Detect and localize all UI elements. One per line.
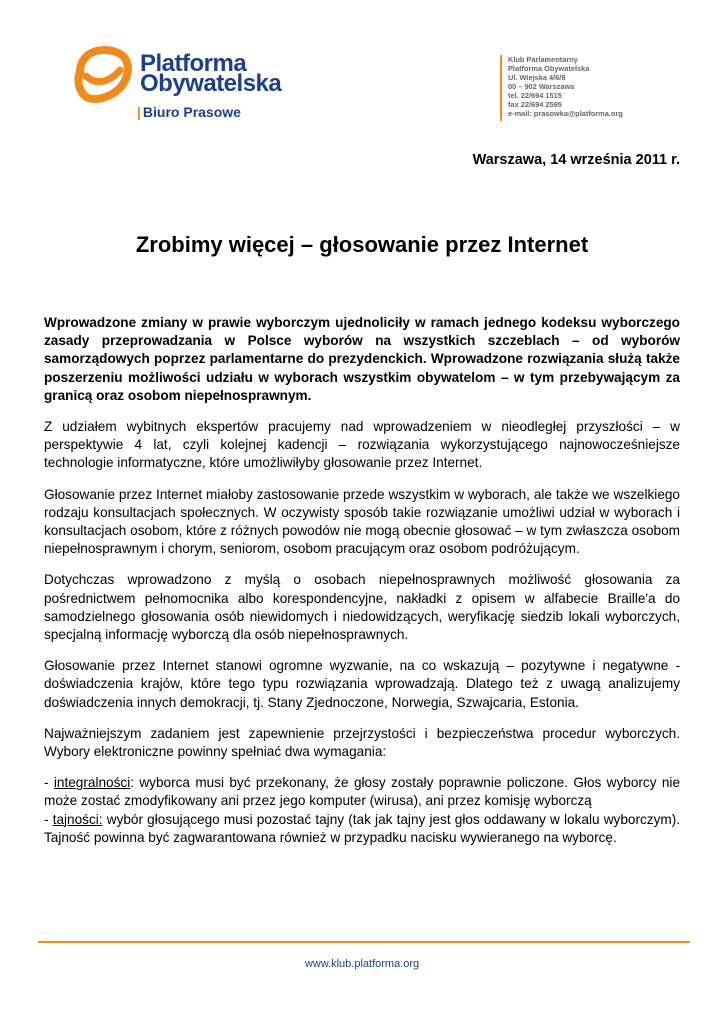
contact-line: Ul. Wiejska 4/6/8 <box>508 73 566 82</box>
contact-email: e-mail: prasowka@platforma.org <box>508 109 623 118</box>
paragraph: Z udziałem wybitnych ekspertów pracujemy nad wprowadzeniem w nieodległej przyszłości – w perspektywie 4 lat, czyli kolejnej kadencji – rozwiązania wykorzystującego najnowocześniejsze technologie informatyczne, które umożliwiłyby głosowanie przez Internet. <box>44 419 680 471</box>
logo <box>70 36 310 126</box>
requirements-list <box>44 774 680 847</box>
brand-name <box>140 50 282 97</box>
contact-block <box>500 55 708 121</box>
requirement-term: integralności <box>53 775 131 791</box>
biuro-label: Biuro Prasowe <box>142 104 241 120</box>
document-date: Warszawa, 14 września 2011 r. <box>472 152 680 168</box>
contact-line: Klub Parlamentarny <box>508 55 578 64</box>
requirement-item: - tajności: wybór głosującego musi pozostać tajny (tak jak tajny jest głos oddawany w lokalu wyborczym). Tajność powinna być zagwarantowana również w przypadku nacisku wywieranego na wyborcę. <box>44 811 680 845</box>
footer-divider <box>38 941 690 943</box>
paragraph: Głosowanie przez Internet stanowi ogromne wyzwanie, na co wskazują – pozytywne i negatywne - doświadczenia krajów, które tego typu rozwiązania wprowadzają. Dlatego też z uwagą analizujemy doświadczenia innych demokracji, tj. Stany Zjednoczone, Norwegia, Szwajcaria, Estonia. <box>44 658 680 710</box>
contact-line: tel. 22/694 1515 <box>508 91 562 100</box>
contact-line: fax 22/694 2595 <box>508 100 562 109</box>
footer-url[interactable]: www.klub.platforma.org <box>304 958 420 970</box>
logo-emblem-icon <box>70 42 134 108</box>
paragraph: Najważniejszym zadaniem jest zapewnienie przejrzystości i bezpieczeństwa procedur wyborczych. Wybory elektroniczne powinny spełniać dwa wymagania: <box>44 725 680 760</box>
requirement-term: tajności: <box>52 811 103 827</box>
document-title: Zrobimy więcej – głosowanie przez Internet <box>135 232 589 257</box>
document-body <box>44 314 680 847</box>
paragraph: Dotychczas wprowadzono z myślą o osobach niepełnosprawnych możliwość głosowania za pośrednictwem pełnomocnika albo korespondencyjne, nakładki z opisem w alfabecie Braille'a do samodzielnego głosowania osób niewidomych i niedowidzących, weryfikację siedzib lokali wyborczych, specjalną informację wyborczą dla osób niepełnosprawnych. <box>44 572 680 643</box>
contact-line: 00 – 902 Warszawa <box>508 82 575 91</box>
contact-line: Platforma Obywatelska <box>508 64 590 73</box>
brand-line1: Platforma <box>140 50 247 77</box>
paragraph: Głosowanie przez Internet miałoby zastosowanie przede wszystkim w wyborach, ale także we wszelkiego rodzaju konsultacjach społecznych. W oczywisty sposób takie rozwiązanie umożliwi udział w wyborach i konsultacjach osobom, które z różnych powodów nie mogą obecnie głosować – w tym zwłaszcza osobom niepełnosprawnym i chorym, seniorom, osobom pracującym oraz osobom podróżującym. <box>44 486 680 557</box>
requirement-item: - integralności: wyborca musi być przekonany, że głosy zostały poprawnie policzone. Głos wyborcy nie może zostać zmodyfikowany ani przez jego komputer (wirusa), ani przez komisję wyborczą <box>44 775 680 809</box>
biuro-prasowe: | Biuro Prasowe <box>137 104 241 120</box>
lead-paragraph: Wprowadzone zmiany w prawie wyborczym ujednoliciły w ramach jednego kodeksu wyborczego zasady przeprowadzania w Polsce wyborów na wszystkich szczeblach – od wyborów samorządowych poprzez parlamentarne do prezydenckich. Wprowadzone rozwiązania służą także poszerzeniu możliwości udziału w wyborach wszystkim obywatelom – w tym przebywającym za granicą oraz osobom niepełnosprawnym. <box>44 315 680 403</box>
brand-line2: Obywatelska <box>140 70 282 97</box>
